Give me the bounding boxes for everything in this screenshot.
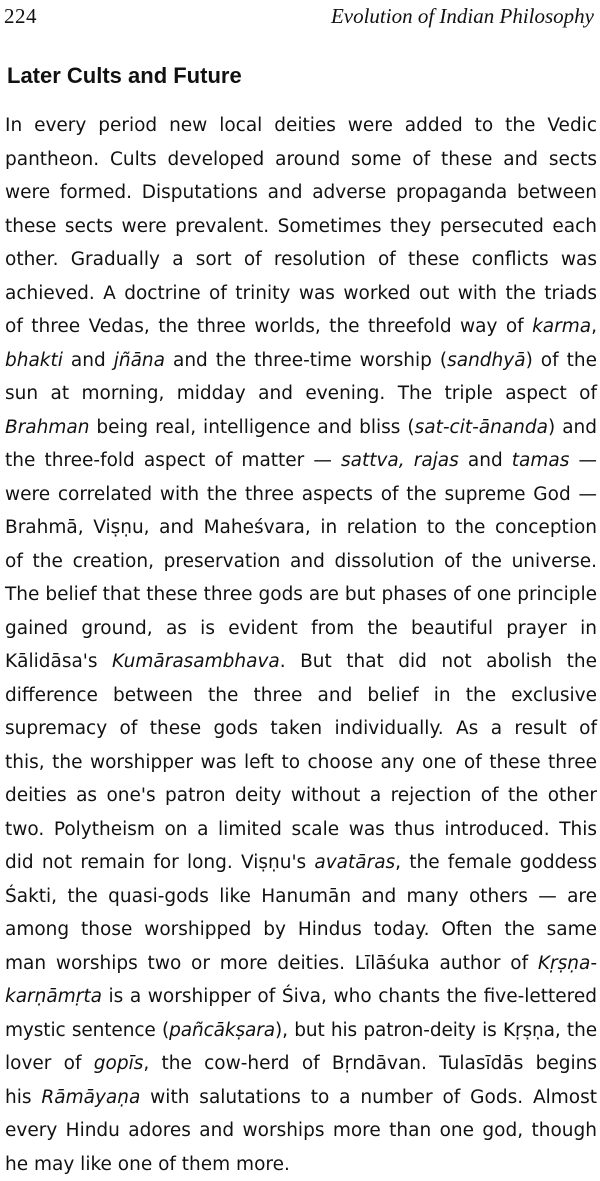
text-line: [5, 109, 597, 143]
text-line: [5, 1114, 597, 1148]
text-run: , the female goddess: [395, 852, 597, 873]
text-line: [5, 545, 597, 579]
text-run: did not remain for long. Viṣṇu's: [5, 852, 314, 873]
text-run: supremacy of these gods taken individually. As a result of: [5, 718, 597, 739]
text-run: his: [5, 1087, 41, 1108]
italic-term: Rāmāyaṇa: [41, 1087, 140, 1108]
text-run: Śakti, the quasi-gods like Hanumān and many others — are: [5, 886, 597, 907]
text-run: sun at morning, midday and evening. The triple aspect of: [5, 383, 597, 404]
italic-term: Kṛṣṇa-: [538, 953, 597, 974]
text-run: ) of the: [526, 350, 597, 371]
text-run: other. Gradually a sort of resolution of these conflicts was: [5, 249, 597, 270]
text-line: [5, 377, 597, 411]
text-line: [5, 813, 597, 847]
text-run: being real, intelligence and bliss (: [89, 417, 414, 438]
text-line: [5, 1047, 597, 1081]
text-run: every Hindu adores and worships more than one god, though: [5, 1120, 597, 1141]
italic-term: karma: [532, 316, 591, 337]
text-run: ) and: [548, 417, 597, 438]
text-run: achieved. A doctrine of trinity was worked out with the triads: [5, 283, 597, 304]
section-heading: Later Cults and Future: [7, 61, 242, 91]
text-line: [5, 612, 597, 646]
running-title: Evolution of Indian Philosophy: [331, 4, 594, 29]
text-line: [5, 1081, 597, 1115]
italic-term: Kumārasambhava: [112, 651, 280, 672]
text-line: [5, 578, 597, 612]
text-line: [5, 1014, 597, 1048]
text-run: Kālidāsa's: [5, 651, 112, 672]
text-run: he may like one of them more.: [5, 1154, 290, 1175]
text-line: [5, 511, 597, 545]
body-paragraph: [5, 109, 597, 1181]
text-run: difference between the three and belief in the exclusive: [5, 685, 597, 706]
text-line: [5, 1148, 597, 1181]
text-run: this, the worshipper was left to choose any one of these three: [5, 752, 597, 773]
text-line: [5, 679, 597, 713]
italic-term: pañcākṣara: [169, 1020, 275, 1041]
text-line: [5, 478, 597, 512]
text-run: and: [459, 450, 512, 471]
text-line: [5, 243, 597, 277]
text-line: [5, 980, 597, 1014]
text-run: two. Polytheism on a limited scale was thus introduced. This: [5, 819, 597, 840]
text-run: with salutations to a number of Gods. Almost: [140, 1087, 597, 1108]
text-line: [5, 913, 597, 947]
text-run: were formed. Disputations and adverse propaganda between: [5, 182, 597, 203]
text-line: [5, 645, 597, 679]
italic-term: avatāras: [314, 852, 395, 873]
text-run: In every period new local deities were added to the Vedic: [5, 115, 597, 136]
text-line: [5, 444, 597, 478]
text-run: these sects were prevalent. Sometimes they persecuted each: [5, 216, 597, 237]
text-line: [5, 779, 597, 813]
text-run: and the three-time worship (: [165, 350, 447, 371]
text-line: [5, 846, 597, 880]
italic-term: jñāna: [114, 350, 165, 371]
text-line: [5, 277, 597, 311]
italic-term: sattva, rajas: [341, 450, 459, 471]
italic-term: Brahman: [5, 417, 89, 438]
text-run: and: [63, 350, 114, 371]
text-run: , the cow-herd of Bṛndāvan. Tulasīdās begins: [143, 1053, 597, 1074]
text-run: . But that did not abolish the: [280, 651, 597, 672]
text-line: [5, 411, 597, 445]
italic-term: sandhyā: [447, 350, 525, 371]
text-line: [5, 210, 597, 244]
text-line: [5, 947, 597, 981]
text-run: of the creation, preservation and dissolution of the universe.: [5, 551, 597, 572]
text-line: [5, 176, 597, 210]
italic-term: bhakti: [5, 350, 63, 371]
text-run: —: [569, 450, 597, 471]
text-run: gained ground, as is evident from the beautiful prayer in: [5, 618, 597, 639]
text-line: [5, 712, 597, 746]
text-run: mystic sentence (: [5, 1020, 169, 1041]
text-run: man worships two or more deities. Līlāśuka author of: [5, 953, 538, 974]
text-line: [5, 143, 597, 177]
text-run: the three-fold aspect of matter —: [5, 450, 341, 471]
text-run: among those worshipped by Hindus today. Often the same: [5, 919, 597, 940]
text-run: The belief that these three gods are but phases of one principle: [5, 584, 597, 605]
italic-term: gopīs: [94, 1053, 144, 1074]
italic-term: tamas: [512, 450, 570, 471]
text-run: deities as one's patron deity without a rejection of the other: [5, 785, 597, 806]
text-run: were correlated with the three aspects of the supreme God —: [5, 484, 597, 505]
text-line: [5, 310, 597, 344]
text-run: Brahmā, Viṣṇu, and Maheśvara, in relation to the conception: [5, 517, 597, 538]
text-run: ,: [591, 316, 597, 337]
text-line: [5, 344, 597, 378]
text-run: of three Vedas, the three worlds, the threefold way of: [5, 316, 532, 337]
italic-term: karṇāmṛta: [5, 986, 102, 1007]
running-head: [4, 4, 594, 30]
italic-term: sat-cit-ānanda: [415, 417, 548, 438]
text-run: lover of: [5, 1053, 94, 1074]
page-number: 224: [4, 4, 37, 29]
text-run: ), but his patron-deity is Kṛṣṇa, the: [275, 1020, 597, 1041]
text-line: [5, 880, 597, 914]
text-run: pantheon. Cults developed around some of these and sects: [5, 149, 597, 170]
text-run: is a worshipper of Śiva, who chants the five-lettered: [102, 986, 597, 1007]
text-line: [5, 746, 597, 780]
